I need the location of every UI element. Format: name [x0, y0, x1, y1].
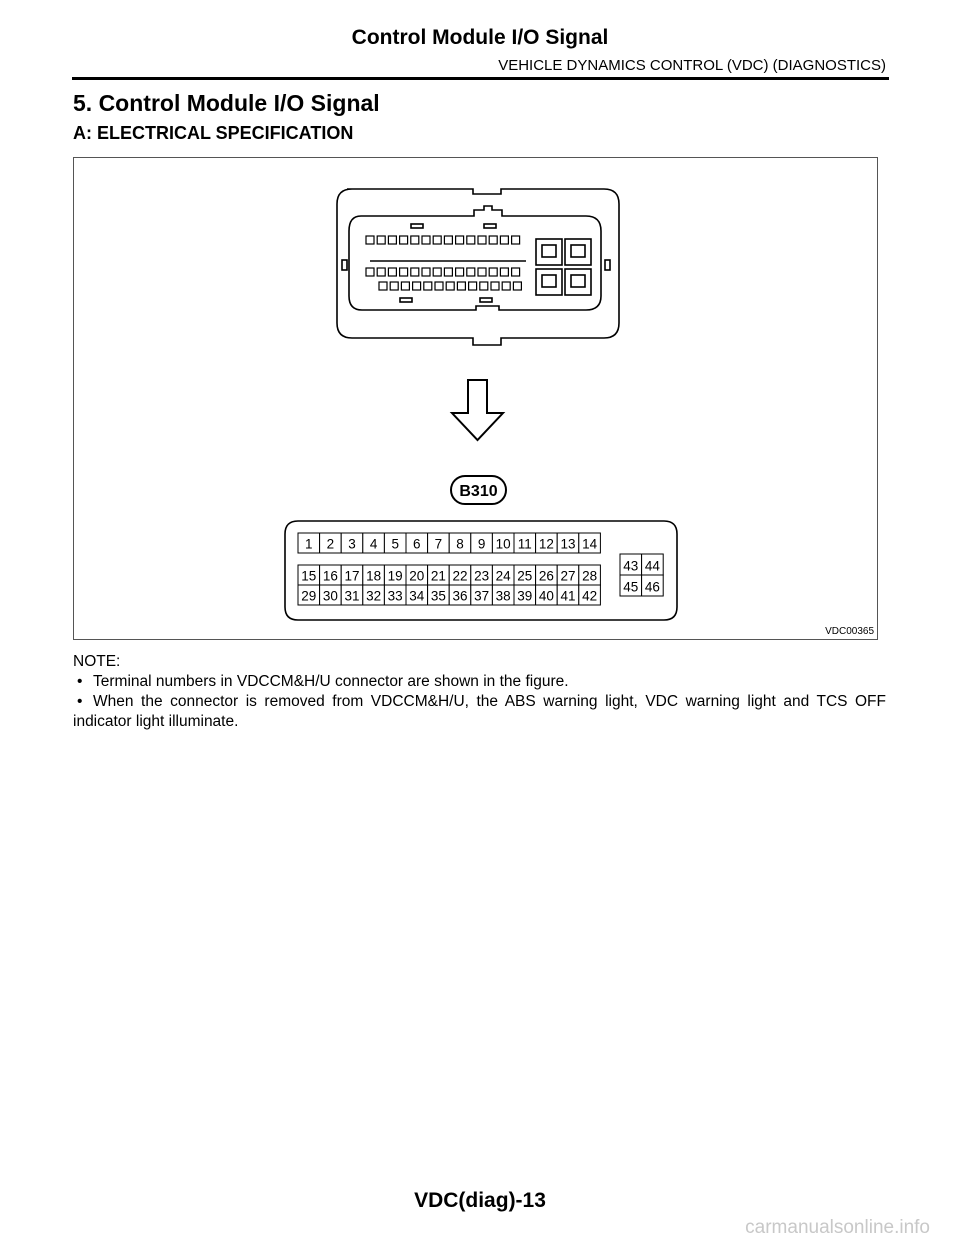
- header-rule: [72, 77, 889, 80]
- bullet-icon: •: [77, 673, 83, 690]
- connector-pin: [446, 282, 454, 290]
- connector-pin: [502, 282, 510, 290]
- terminal-number: 27: [560, 568, 576, 584]
- connector-pin: [513, 282, 521, 290]
- connector-pin: [433, 268, 441, 276]
- terminal-number: 5: [391, 536, 399, 552]
- connector-pin: [489, 236, 497, 244]
- connector-pin: [413, 282, 421, 290]
- connector-pin: [377, 268, 385, 276]
- terminal-number: 43: [623, 558, 639, 574]
- terminal-number: 37: [474, 588, 490, 604]
- terminal-number: 2: [326, 536, 335, 552]
- terminal-number: 19: [387, 568, 403, 584]
- terminal-number: 39: [517, 588, 533, 604]
- terminal-number: 32: [366, 588, 382, 604]
- connector-pin: [388, 236, 396, 244]
- connector-pin: [400, 268, 408, 276]
- terminal-number: 31: [344, 588, 360, 604]
- connector-side-notch-left: [342, 260, 347, 270]
- terminal-number: 18: [366, 568, 382, 584]
- terminal-number: 28: [582, 568, 598, 584]
- connector-label: B310: [459, 483, 498, 500]
- connector-pin: [467, 236, 475, 244]
- page-header-subtitle: VEHICLE DYNAMICS CONTROL (VDC) (DIAGNOSTICS): [498, 57, 886, 74]
- terminal-number: 30: [322, 588, 338, 604]
- connector-pin: [456, 268, 464, 276]
- connector-pin: [467, 268, 475, 276]
- connector-figure: [73, 157, 878, 640]
- connector-pin: [500, 236, 508, 244]
- note-item: [73, 672, 886, 692]
- connector-latch-top-right: [484, 224, 496, 228]
- terminal-number: 21: [430, 568, 446, 584]
- terminal-number: 23: [474, 568, 490, 584]
- note-item: [73, 692, 886, 732]
- connector-pin: [491, 282, 499, 290]
- terminal-number: 17: [344, 568, 360, 584]
- terminal-number: 6: [413, 536, 421, 552]
- connector-latch-bottom-right: [480, 298, 492, 302]
- connector-pin: [444, 236, 452, 244]
- connector-pin: [489, 268, 497, 276]
- subsection-title: A: ELECTRICAL SPECIFICATION: [73, 123, 354, 143]
- terminal-number: 22: [452, 568, 468, 584]
- terminal-number: 46: [644, 579, 660, 595]
- note-label: NOTE:: [73, 653, 121, 670]
- terminal-number: 16: [322, 568, 338, 584]
- connector-pin: [435, 282, 443, 290]
- connector-pin: [366, 268, 374, 276]
- terminal-number: 40: [538, 588, 554, 604]
- terminal-number: 41: [560, 588, 576, 604]
- connector-drawing: [337, 189, 619, 345]
- terminal-number: 7: [434, 536, 443, 552]
- connector-pin: [512, 268, 520, 276]
- bullet-icon: •: [77, 693, 83, 710]
- terminal-number: 45: [623, 579, 639, 595]
- connector-pin: [478, 268, 486, 276]
- terminal-number: 10: [495, 536, 511, 552]
- terminal-number: 33: [387, 588, 403, 604]
- terminal-number: 24: [495, 568, 511, 584]
- connector-pin: [433, 236, 441, 244]
- terminal-number: 34: [409, 588, 425, 604]
- connector-pin: [401, 282, 409, 290]
- connector-pin: [422, 236, 430, 244]
- connector-pin: [411, 236, 419, 244]
- terminal-number: 9: [477, 536, 486, 552]
- connector-pin: [512, 236, 520, 244]
- figure-code: VDC00365: [825, 626, 874, 637]
- terminal-number: 38: [495, 588, 511, 604]
- terminal-number: 35: [430, 588, 446, 604]
- terminal-number: 14: [582, 536, 598, 552]
- connector-pin: [457, 282, 465, 290]
- watermark: carmanualsonline.info: [745, 1217, 930, 1238]
- terminal-number: 1: [305, 536, 313, 552]
- connector-latch-bottom-left: [400, 298, 412, 302]
- connector-pin: [411, 268, 419, 276]
- note-item-text: When the connector is removed from VDCCM&H/U, the ABS warning light, VDC warning light and TCS OFF indicator light illuminate.: [73, 693, 886, 730]
- connector-pin: [400, 236, 408, 244]
- connector-pin: [388, 268, 396, 276]
- connector-inner-frame: [349, 206, 601, 310]
- connector-pin: [444, 268, 452, 276]
- terminal-number: 8: [456, 536, 464, 552]
- terminal-number: 4: [369, 536, 378, 552]
- connector-pin: [500, 268, 508, 276]
- connector-pin: [424, 282, 432, 290]
- terminal-number: 36: [452, 588, 468, 604]
- connector-pin: [480, 282, 488, 290]
- terminal-number: 44: [644, 558, 660, 574]
- connector-pin: [390, 282, 398, 290]
- section-title: 5. Control Module I/O Signal: [73, 90, 380, 116]
- connector-side-notch-right: [605, 260, 610, 270]
- terminal-number: 25: [517, 568, 533, 584]
- connector-pin: [469, 282, 477, 290]
- connector-pin: [366, 236, 374, 244]
- terminal-number: 11: [517, 536, 532, 552]
- terminal-number: 15: [301, 568, 317, 584]
- terminal-number: 26: [538, 568, 554, 584]
- note-item-text: Terminal numbers in VDCCM&H/U connector are shown in the figure.: [93, 673, 569, 690]
- connector-pin: [377, 236, 385, 244]
- terminal-number: 3: [348, 536, 356, 552]
- connector-pin: [379, 282, 387, 290]
- connector-latch-top-left: [411, 224, 423, 228]
- connector-diagram: [74, 158, 879, 641]
- note-block: [73, 652, 886, 732]
- terminal-number: 42: [582, 588, 598, 604]
- terminal-number: 29: [301, 588, 317, 604]
- terminal-number: 12: [538, 536, 554, 552]
- down-arrow-icon: [452, 380, 503, 440]
- connector-pin: [422, 268, 430, 276]
- page-footer-label: VDC(diag)-13: [414, 1189, 546, 1212]
- connector-pin: [456, 236, 464, 244]
- terminal-number: 13: [560, 536, 576, 552]
- connector-pin: [478, 236, 486, 244]
- page-header-title: Control Module I/O Signal: [351, 26, 609, 49]
- terminal-number: 20: [409, 568, 425, 584]
